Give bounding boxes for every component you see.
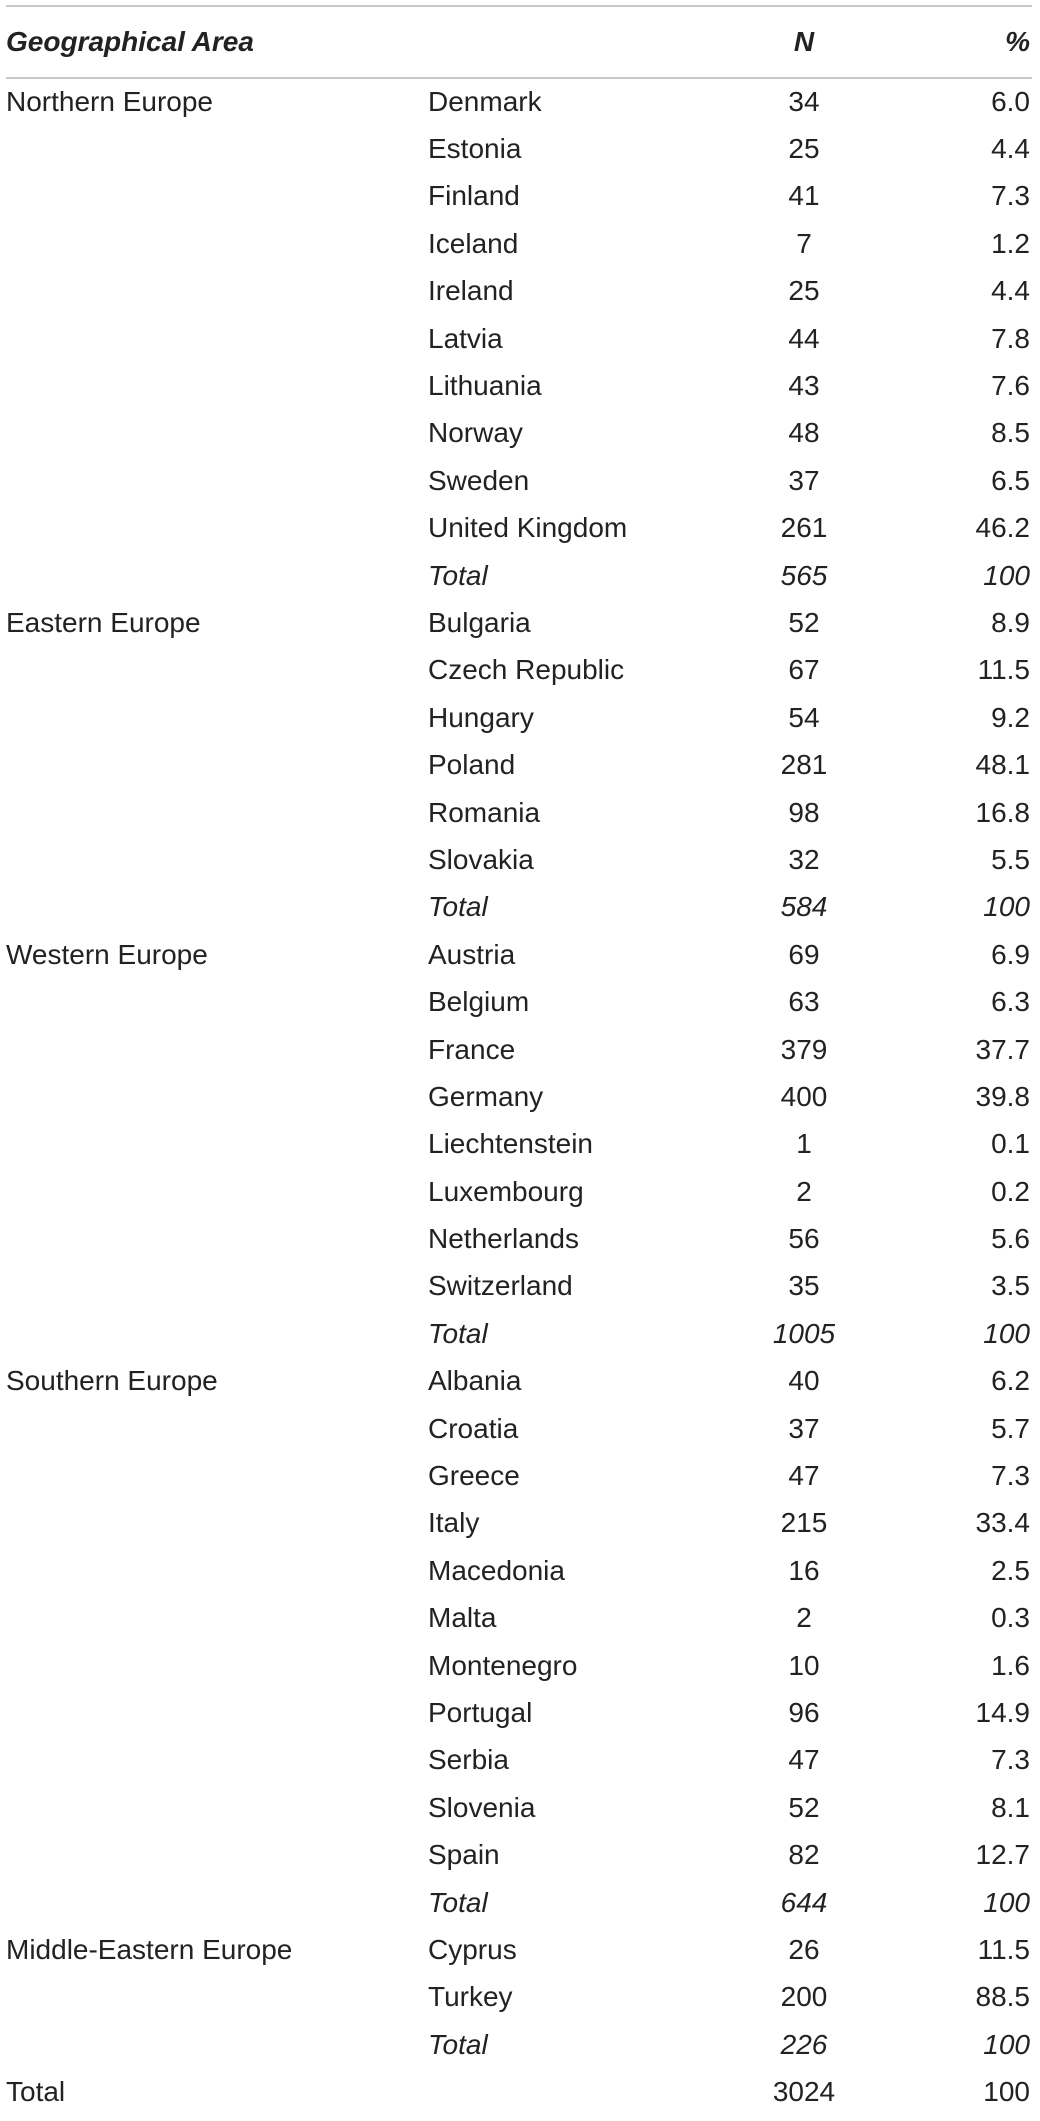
n-cell: 52 [788, 606, 820, 638]
country-cell: Sweden [428, 464, 530, 496]
area-cell [6, 505, 428, 552]
percent-cell: 8.1 [991, 1791, 1030, 1823]
percent-cell: 7.6 [991, 370, 1030, 402]
n-cell: 82 [788, 1839, 820, 1871]
subtotal-row [6, 1879, 1032, 1926]
table-row [6, 457, 1032, 504]
n-cell: 35 [788, 1270, 820, 1302]
country-cell: Denmark [428, 86, 542, 118]
n-cell: 16 [788, 1554, 820, 1586]
country-cell: Montenegro [428, 1649, 578, 1681]
percent-cell: 12.7 [975, 1839, 1030, 1871]
table-row [6, 1926, 1032, 1973]
table-row [6, 1689, 1032, 1736]
subtotal-row [6, 2021, 1032, 2068]
table-header [6, 6, 1032, 78]
table-row [6, 1073, 1032, 1120]
country-cell: Slovakia [428, 843, 534, 875]
area-cell [6, 1737, 428, 1784]
area-cell [6, 315, 428, 362]
table-row [6, 694, 1032, 741]
country-cell: Serbia [428, 1744, 509, 1776]
country-cell: Total [428, 559, 488, 591]
area-cell [6, 1168, 428, 1215]
n-cell: 10 [788, 1649, 820, 1681]
percent-cell: 100 [983, 559, 1030, 591]
country-cell: Ireland [428, 275, 514, 307]
percent-cell: 6.3 [991, 986, 1030, 1018]
area-cell [6, 1831, 428, 1878]
area-cell [6, 173, 428, 220]
area-cell [6, 1689, 428, 1736]
percent-cell: 7.3 [991, 1460, 1030, 1492]
percent-cell: 46.2 [975, 512, 1030, 544]
country-cell: Lithuania [428, 370, 542, 402]
n-cell: 43 [788, 370, 820, 402]
n-cell: 25 [788, 275, 820, 307]
table-row [6, 1215, 1032, 1262]
table-row [6, 1737, 1032, 1784]
country-cell: Macedonia [428, 1554, 565, 1586]
area-cell [6, 410, 428, 457]
n-cell: 215 [780, 1507, 828, 1539]
country-cell: Portugal [428, 1696, 533, 1728]
table-row [6, 1168, 1032, 1215]
area-cell [6, 1595, 428, 1642]
n-cell: 7 [796, 227, 812, 259]
percent-cell: 0.2 [991, 1175, 1030, 1207]
area-cell: Total [6, 2076, 66, 2108]
country-cell: Hungary [428, 701, 534, 733]
country-cell: Cyprus [428, 1933, 517, 1965]
table-row [6, 1547, 1032, 1594]
area-cell [6, 1642, 428, 1689]
n-cell: 379 [780, 1033, 828, 1065]
percent-cell: 7.8 [991, 322, 1030, 354]
table-row [6, 2068, 1032, 2115]
area-cell [6, 1452, 428, 1499]
percent-cell: 88.5 [975, 1981, 1030, 2013]
table-row [6, 220, 1032, 267]
country-cell: France [428, 1033, 516, 1065]
area-cell [6, 457, 428, 504]
n-cell: 47 [788, 1744, 820, 1776]
area-cell [6, 125, 428, 172]
area-cell [6, 1974, 428, 2021]
n-cell: 56 [788, 1223, 820, 1255]
percent-cell: 8.5 [991, 417, 1030, 449]
header-country [428, 6, 724, 78]
area-cell [6, 1310, 428, 1357]
country-cell: Turkey [428, 1981, 513, 2013]
area-cell [6, 220, 428, 267]
header-percent: % [884, 6, 1032, 78]
country-cell: Greece [428, 1460, 520, 1492]
percent-cell: 7.3 [991, 180, 1030, 212]
percent-cell: 11.5 [977, 1933, 1030, 1965]
table-body [6, 78, 1032, 2116]
subtotal-row [6, 884, 1032, 931]
country-cell: United Kingdom [428, 512, 628, 544]
header-row [6, 6, 1032, 78]
n-cell: 41 [788, 180, 820, 212]
country-cell: Switzerland [428, 1270, 573, 1302]
country-cell: Total [428, 1317, 488, 1349]
country-cell: Austria [428, 938, 516, 970]
n-cell: 52 [788, 1791, 820, 1823]
area-cell [6, 694, 428, 741]
table-row [6, 931, 1032, 978]
percent-cell: 11.5 [977, 654, 1030, 686]
n-cell: 200 [780, 1981, 828, 2013]
area-cell [6, 362, 428, 409]
n-cell: 44 [788, 322, 820, 354]
n-cell: 63 [788, 986, 820, 1018]
percent-cell: 6.0 [991, 86, 1030, 118]
percent-cell: 37.7 [975, 1033, 1030, 1065]
n-cell: 25 [788, 133, 820, 165]
area-cell: Northern Europe [6, 86, 214, 118]
country-cell: Romania [428, 796, 541, 828]
area-cell [6, 1405, 428, 1452]
area-cell [6, 268, 428, 315]
country-cell: Estonia [428, 133, 522, 165]
percent-cell: 2.5 [991, 1554, 1030, 1586]
country-cell: Bulgaria [428, 606, 531, 638]
n-cell: 40 [788, 1365, 820, 1397]
country-cell: Total [428, 2028, 488, 2060]
percent-cell: 5.6 [991, 1223, 1030, 1255]
country-cell: Norway [428, 417, 523, 449]
area-cell [6, 1026, 428, 1073]
n-cell: 565 [780, 559, 828, 591]
area-cell [6, 1500, 428, 1547]
header-n: N [724, 6, 884, 78]
area-cell [6, 1547, 428, 1594]
percent-cell: 6.9 [991, 938, 1030, 970]
area-cell [6, 1215, 428, 1262]
n-cell: 69 [788, 938, 820, 970]
n-cell: 644 [780, 1886, 828, 1918]
area-cell [6, 741, 428, 788]
percent-cell: 4.4 [991, 275, 1030, 307]
table-row [6, 978, 1032, 1025]
area-cell [6, 2021, 428, 2068]
table-row [6, 125, 1032, 172]
table-row [6, 1405, 1032, 1452]
percent-cell: 100 [983, 2028, 1030, 2060]
area-cell: Western Europe [6, 938, 208, 970]
table-row [6, 647, 1032, 694]
area-cell [6, 978, 428, 1025]
country-cell: Germany [428, 1080, 544, 1112]
document-page [0, 5, 1040, 2121]
country-cell: Croatia [428, 1412, 519, 1444]
area-cell [6, 1784, 428, 1831]
percent-cell: 100 [983, 2076, 1030, 2108]
table-row [6, 1831, 1032, 1878]
n-cell: 98 [788, 796, 820, 828]
area-cell [6, 1879, 428, 1926]
country-cell: Italy [428, 1507, 480, 1539]
table-row [6, 599, 1032, 646]
table-row [6, 789, 1032, 836]
table-row [6, 1974, 1032, 2021]
n-cell: 48 [788, 417, 820, 449]
country-cell: Liechtenstein [428, 1128, 594, 1160]
country-cell: Slovenia [428, 1791, 536, 1823]
percent-cell: 1.2 [991, 227, 1030, 259]
subtotal-row [6, 552, 1032, 599]
n-cell: 281 [780, 749, 828, 781]
country-cell: Luxembourg [428, 1175, 584, 1207]
subtotal-row [6, 1310, 1032, 1357]
geographical-distribution-table [6, 5, 1032, 2116]
percent-cell: 33.4 [975, 1507, 1030, 1539]
n-cell: 96 [788, 1696, 820, 1728]
country-cell: Albania [428, 1365, 522, 1397]
table-row [6, 1452, 1032, 1499]
area-cell [6, 884, 428, 931]
table-row [6, 1026, 1032, 1073]
country-cell: Netherlands [428, 1223, 579, 1255]
percent-cell: 14.9 [975, 1696, 1030, 1728]
country-cell: Czech Republic [428, 654, 625, 686]
table-row [6, 78, 1032, 125]
percent-cell: 8.9 [991, 606, 1030, 638]
table-row [6, 1595, 1032, 1642]
n-cell: 1 [796, 1128, 812, 1160]
table-row [6, 315, 1032, 362]
n-cell: 34 [788, 86, 820, 118]
country-cell: Total [428, 1886, 488, 1918]
n-cell: 1005 [772, 1317, 836, 1349]
table-row [6, 173, 1032, 220]
percent-cell: 4.4 [991, 133, 1030, 165]
table-row [6, 1121, 1032, 1168]
n-cell: 261 [780, 512, 828, 544]
n-cell: 54 [788, 701, 820, 733]
country-cell: Malta [428, 1602, 497, 1634]
area-cell [6, 647, 428, 694]
n-cell: 67 [788, 654, 820, 686]
percent-cell: 6.2 [991, 1365, 1030, 1397]
country-cell: Total [428, 891, 488, 923]
area-cell [6, 552, 428, 599]
percent-cell: 48.1 [975, 749, 1030, 781]
country-cell: Latvia [428, 322, 503, 354]
country-cell: Belgium [428, 986, 530, 1018]
n-cell: 3024 [772, 2076, 836, 2108]
table-row [6, 505, 1032, 552]
table-row [6, 1358, 1032, 1405]
percent-cell: 5.5 [991, 843, 1030, 875]
n-cell: 226 [780, 2028, 828, 2060]
table-row [6, 836, 1032, 883]
percent-cell: 7.3 [991, 1744, 1030, 1776]
table-row [6, 362, 1032, 409]
percent-cell: 100 [983, 1317, 1030, 1349]
n-cell: 2 [796, 1175, 812, 1207]
header-geographical-area: Geographical Area [6, 6, 428, 78]
percent-cell: 0.1 [991, 1128, 1030, 1160]
country-cell: Finland [428, 180, 520, 212]
percent-cell: 3.5 [991, 1270, 1030, 1302]
percent-cell: 39.8 [975, 1080, 1030, 1112]
n-cell: 584 [780, 891, 828, 923]
percent-cell: 100 [983, 891, 1030, 923]
table-row [6, 1784, 1032, 1831]
n-cell: 37 [788, 1412, 820, 1444]
percent-cell: 16.8 [975, 796, 1030, 828]
n-cell: 2 [796, 1602, 812, 1634]
area-cell: Middle-Eastern Europe [6, 1933, 293, 1965]
table-row [6, 268, 1032, 315]
area-cell [6, 789, 428, 836]
n-cell: 400 [780, 1080, 828, 1112]
area-cell: Southern Europe [6, 1365, 218, 1397]
table-row [6, 1263, 1032, 1310]
n-cell: 32 [788, 843, 820, 875]
table-row [6, 741, 1032, 788]
percent-cell: 100 [983, 1886, 1030, 1918]
n-cell: 47 [788, 1460, 820, 1492]
n-cell: 37 [788, 464, 820, 496]
country-cell: Poland [428, 749, 516, 781]
area-cell: Eastern Europe [6, 606, 201, 638]
percent-cell: 6.5 [991, 464, 1030, 496]
country-cell [428, 2068, 724, 2115]
percent-cell: 1.6 [991, 1649, 1030, 1681]
table-row [6, 410, 1032, 457]
country-cell: Spain [428, 1839, 500, 1871]
percent-cell: 0.3 [991, 1602, 1030, 1634]
percent-cell: 5.7 [991, 1412, 1030, 1444]
table-row [6, 1642, 1032, 1689]
area-cell [6, 1073, 428, 1120]
n-cell: 26 [788, 1933, 820, 1965]
percent-cell: 9.2 [991, 701, 1030, 733]
area-cell [6, 1121, 428, 1168]
area-cell [6, 1263, 428, 1310]
table-row [6, 1500, 1032, 1547]
country-cell: Iceland [428, 227, 519, 259]
area-cell [6, 836, 428, 883]
